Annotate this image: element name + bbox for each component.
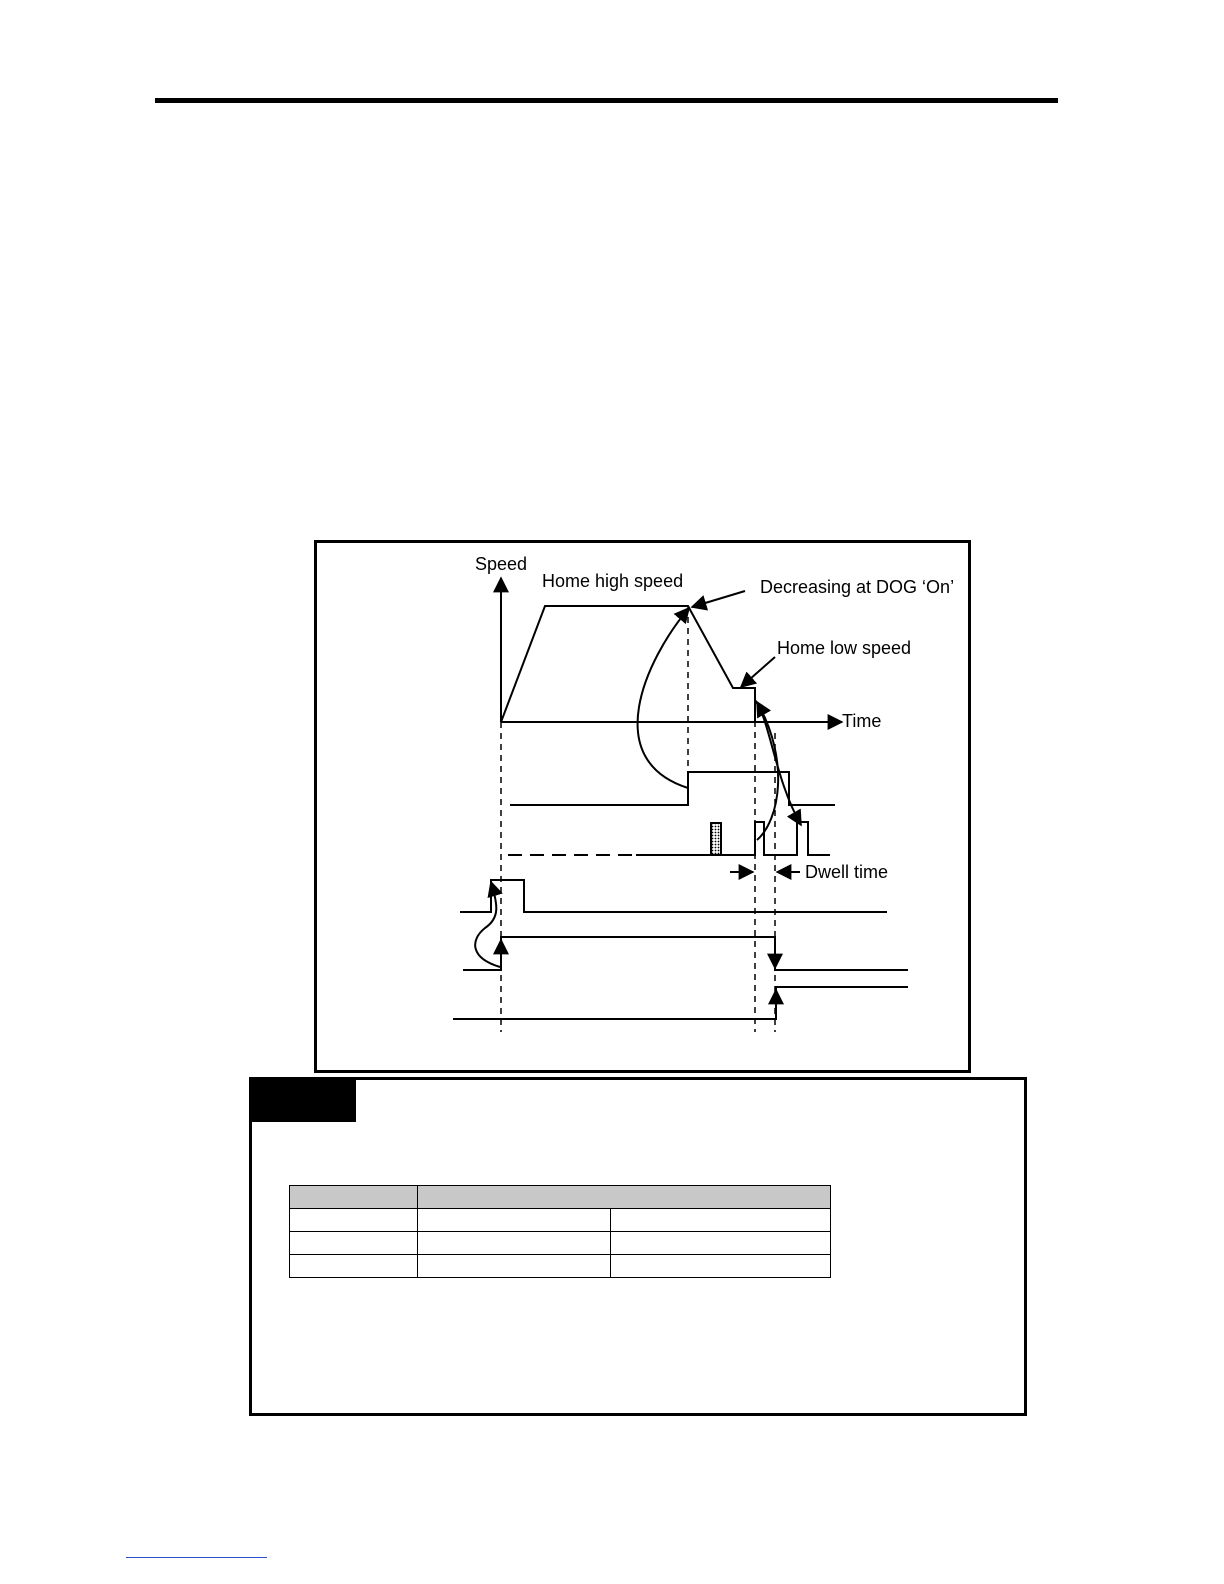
- table-cell: [418, 1255, 611, 1278]
- complete-signal: [453, 987, 908, 1019]
- low-speed-label-pointer: [741, 657, 775, 687]
- table-header-row: [290, 1186, 831, 1209]
- table-row: [290, 1255, 831, 1278]
- table-cell: [611, 1209, 831, 1232]
- low-speed-label: Home low speed: [777, 638, 912, 658]
- origin-signal: [636, 822, 830, 855]
- speed-profile: [501, 606, 755, 722]
- x-axis-label: Time: [842, 711, 882, 731]
- note-box: [249, 1077, 1027, 1416]
- note-table: [289, 1185, 831, 1278]
- note-tab: [252, 1080, 356, 1122]
- dog-signal: [510, 772, 835, 805]
- start-to-busy-curve: [475, 882, 500, 967]
- table-cell: [611, 1232, 831, 1255]
- header-rule: [155, 98, 1058, 103]
- table-cell: [290, 1232, 418, 1255]
- table-row: [290, 1209, 831, 1232]
- origin-marker-block: [711, 823, 721, 855]
- start-signal: [460, 880, 887, 912]
- dog-decel-label: Decreasing at DOG ‘On’: [760, 577, 955, 597]
- dwell-time-label: Dwell time: [805, 862, 889, 882]
- table-header-cell: [418, 1186, 831, 1209]
- table-cell: [290, 1255, 418, 1278]
- y-axis-label: Speed: [475, 554, 528, 574]
- table-cell: [418, 1209, 611, 1232]
- table-cell: [418, 1232, 611, 1255]
- footer-link-underline[interactable]: [126, 1557, 267, 1558]
- homing-timing-diagram: [314, 540, 971, 1073]
- table-row: [290, 1232, 831, 1255]
- dog-label-pointer: [692, 591, 745, 607]
- table-header-cell: [290, 1186, 418, 1209]
- busy-signal: [463, 937, 908, 970]
- dog-to-decel-curve: [638, 608, 689, 788]
- table-cell: [611, 1255, 831, 1278]
- timing-diagram-svg: [314, 540, 971, 1073]
- table-cell: [290, 1209, 418, 1232]
- high-speed-label: Home high speed: [542, 571, 684, 591]
